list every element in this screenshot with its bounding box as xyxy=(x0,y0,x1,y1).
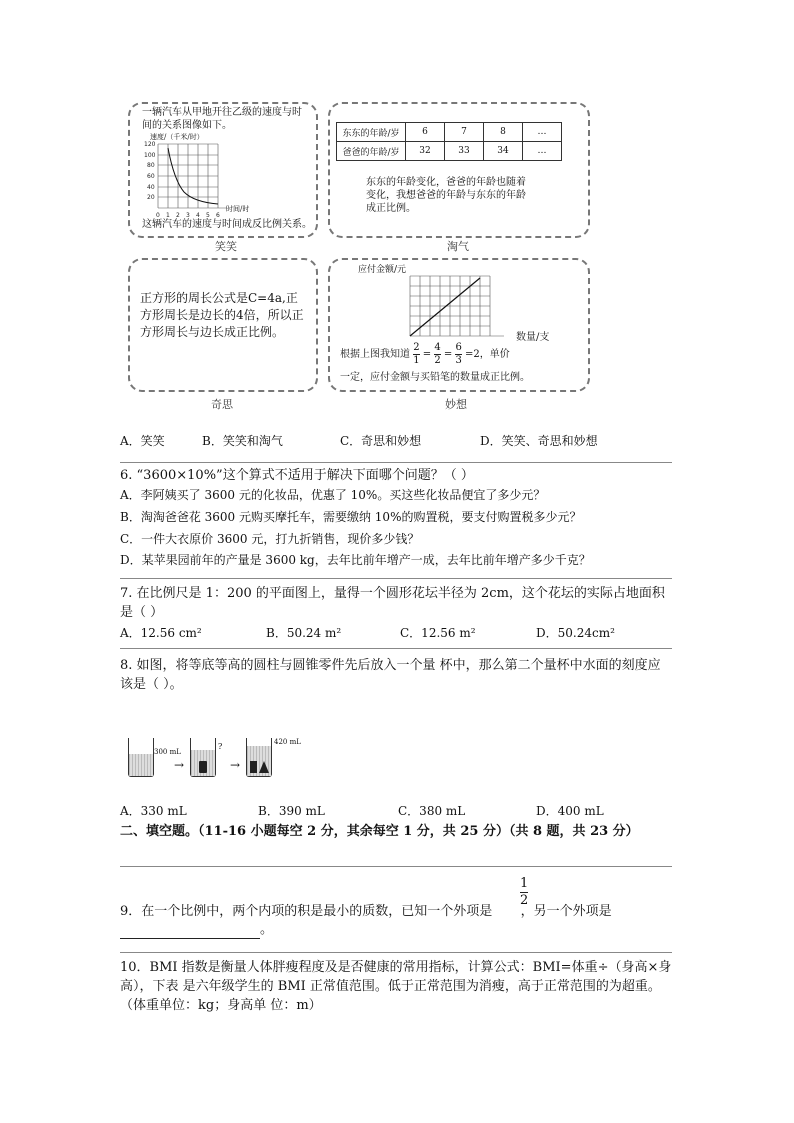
speed-axis-label: 速度/（千米/时） xyxy=(150,133,204,141)
svg-text:0: 0 xyxy=(156,212,160,219)
q8-option-b[interactable]: B．390 mL xyxy=(258,804,325,818)
svg-text:60: 60 xyxy=(147,173,155,180)
divider xyxy=(120,648,672,649)
q5-option-d[interactable]: D．笑笑、奇思和妙想 xyxy=(480,434,598,448)
card-qisi-text: 正方形的周长公式是C=4a,正方形周长是边长的4倍，所以正方形周长与边长成正比例。 xyxy=(140,291,304,339)
cylinder-part xyxy=(250,761,257,773)
card-miaoxiang-formula: 根据上图我知道 $\frac{2}{1}$ = $\frac{4}{2}$ = $\frac{6}{3}$ =2，单价 xyxy=(340,342,510,366)
q5-option-a[interactable]: A．笑笑 xyxy=(120,434,165,448)
caption-xiaoxiao: 笑笑 xyxy=(215,240,237,253)
cone-part xyxy=(259,761,269,773)
q7-option-a[interactable]: A．12.56 cm² xyxy=(120,626,202,640)
beaker-2-label: ? xyxy=(218,742,223,751)
price-quantity-chart xyxy=(400,272,520,342)
q6-option-d[interactable]: D．某苹果园前年的产量是 3600 kg，去年比前年增产一成，去年比前年增产多少千克？ xyxy=(120,553,591,567)
q10-text: 10．BMI 指数是衡量人体胖瘦程度及是否健康的常用指标，计算公式：BMI=体重÷（身高×身高），下表 是六年级学生的 BMI 正常值范围。低于正常范围为消瘦，高于正常范围的为超重。（体重单位：kg；身高单 位：m） xyxy=(120,960,672,1013)
q9-text2: ，另一个外项是 xyxy=(520,904,612,919)
q7-stem: 7. 在比例尺是 1：200 的平面图上，量得一个圆形花坛半径为 2cm，这个花坛的实际占地面积是（ ） xyxy=(120,586,665,620)
q6-stem: 6. “3600×10%”这个算式不适用于解决下面哪个问题？（ ） xyxy=(120,468,474,483)
card-miaoxiang xyxy=(328,258,590,392)
svg-text:6: 6 xyxy=(216,212,220,219)
fraction: $\frac{6}{3}$ xyxy=(455,342,462,366)
q5-option-b[interactable]: B．笑笑和淘气 xyxy=(202,434,283,448)
card-qisi xyxy=(128,258,318,392)
q5-option-c[interactable]: C．奇思和妙想 xyxy=(340,434,422,448)
q8-stem: 8. 如图，将等底等高的圆柱与圆锥零件先后放入一个量 杯中，那么第二个量杯中水面的刻度应该是（ ）。 xyxy=(120,658,661,692)
card-xiaoxiao xyxy=(128,102,318,238)
q8-option-a[interactable]: A．330 mL xyxy=(120,804,187,818)
quantity-axis-label: 数量/支 xyxy=(516,332,550,343)
cylinder-part xyxy=(199,761,207,773)
svg-text:5: 5 xyxy=(206,212,210,219)
q6-option-c[interactable]: C．一件大衣原价 3600 元，打九折销售，现价多少钱？ xyxy=(120,532,420,546)
card-miaoxiang-text2: 一定，应付金额与买铅笔的数量成正比例。 xyxy=(340,372,530,383)
svg-text:20: 20 xyxy=(147,194,155,201)
age-table xyxy=(336,122,562,161)
arrow-icon: → xyxy=(230,758,241,772)
q6-option-a[interactable]: A．李阿姨买了 3600 元的化妆品，优惠了 10%。买这些化妆品便宜了多少元？ xyxy=(120,488,546,502)
beaker-1 xyxy=(128,738,154,777)
svg-text:3: 3 xyxy=(186,212,190,219)
beaker-1-label: 300 mL xyxy=(154,748,181,756)
divider xyxy=(120,952,672,953)
q9-text: 9．在一个比例中，两个内项的积是最小的质数，已知一个外项是 xyxy=(120,904,493,919)
card-taoqi xyxy=(328,102,590,238)
svg-text:100: 100 xyxy=(144,152,156,159)
svg-text:80: 80 xyxy=(147,162,155,169)
q8-option-d[interactable]: D．400 mL xyxy=(536,804,604,818)
svg-text:2: 2 xyxy=(176,212,180,219)
section-2-heading: 二、填空题。（11-16 小题每空 2 分，其余每空 1 分，共 25 分）（共 8 题，共 23 分） xyxy=(120,824,639,839)
divider xyxy=(120,578,672,579)
q7-option-d[interactable]: D．50.24cm² xyxy=(536,626,615,640)
q7-option-b[interactable]: B．50.24 m² xyxy=(266,626,342,640)
divider xyxy=(120,866,672,867)
q6-option-b[interactable]: B．淘淘爸爸花 3600 元购买摩托车，需要缴纳 10%的购置税，要支付购置税多少元？ xyxy=(120,510,582,524)
q8-option-c[interactable]: C．380 mL xyxy=(398,804,466,818)
beaker-2 xyxy=(190,738,216,777)
arrow-icon: → xyxy=(174,758,185,772)
fraction: $\frac{4}{2}$ xyxy=(434,342,441,366)
q9-answer-blank[interactable] xyxy=(120,924,260,939)
caption-qisi: 奇思 xyxy=(211,398,233,411)
q7-option-c[interactable]: C．12.56 m² xyxy=(400,626,476,640)
fraction: $\frac{2}{1}$ xyxy=(413,342,420,366)
time-axis-label: 时间/时 xyxy=(226,205,250,213)
svg-text:4: 4 xyxy=(196,212,200,219)
card-xiaoxiao-text2: 这辆汽车的速度与时间成反比例关系。 xyxy=(142,219,312,230)
svg-text:1: 1 xyxy=(166,212,170,219)
beaker-figure xyxy=(120,728,310,784)
table-row: 爸爸的年龄/岁 32 33 34 … xyxy=(337,142,562,161)
table-row: 东东的年龄/岁 6 7 8 … xyxy=(337,123,562,142)
caption-miaoxiang: 妙想 xyxy=(445,398,467,411)
fraction-one-half: 1 2 xyxy=(520,876,529,908)
divider xyxy=(120,462,672,463)
q9: 1 2 9．在一个比例中，两个内项的积是最小的质数，已知一个外项是 ，另一个外项是 。 xyxy=(120,876,612,937)
card-xiaoxiao-text1: 一辆汽车从甲地开往乙级的速度与时间的关系图像如下。 xyxy=(142,107,302,131)
beaker-3 xyxy=(246,738,272,777)
svg-text:120: 120 xyxy=(144,141,156,148)
amount-axis-label: 应付金额/元 xyxy=(358,265,407,275)
card-taoqi-text: 东东的年龄变化，爸爸的年龄也随着变化，我想爸爸的年龄与东东的年龄成正比例。 xyxy=(366,177,526,214)
beaker-3-label: 420 mL xyxy=(274,738,301,746)
caption-taoqi: 淘气 xyxy=(447,240,469,253)
svg-text:40: 40 xyxy=(147,184,155,191)
